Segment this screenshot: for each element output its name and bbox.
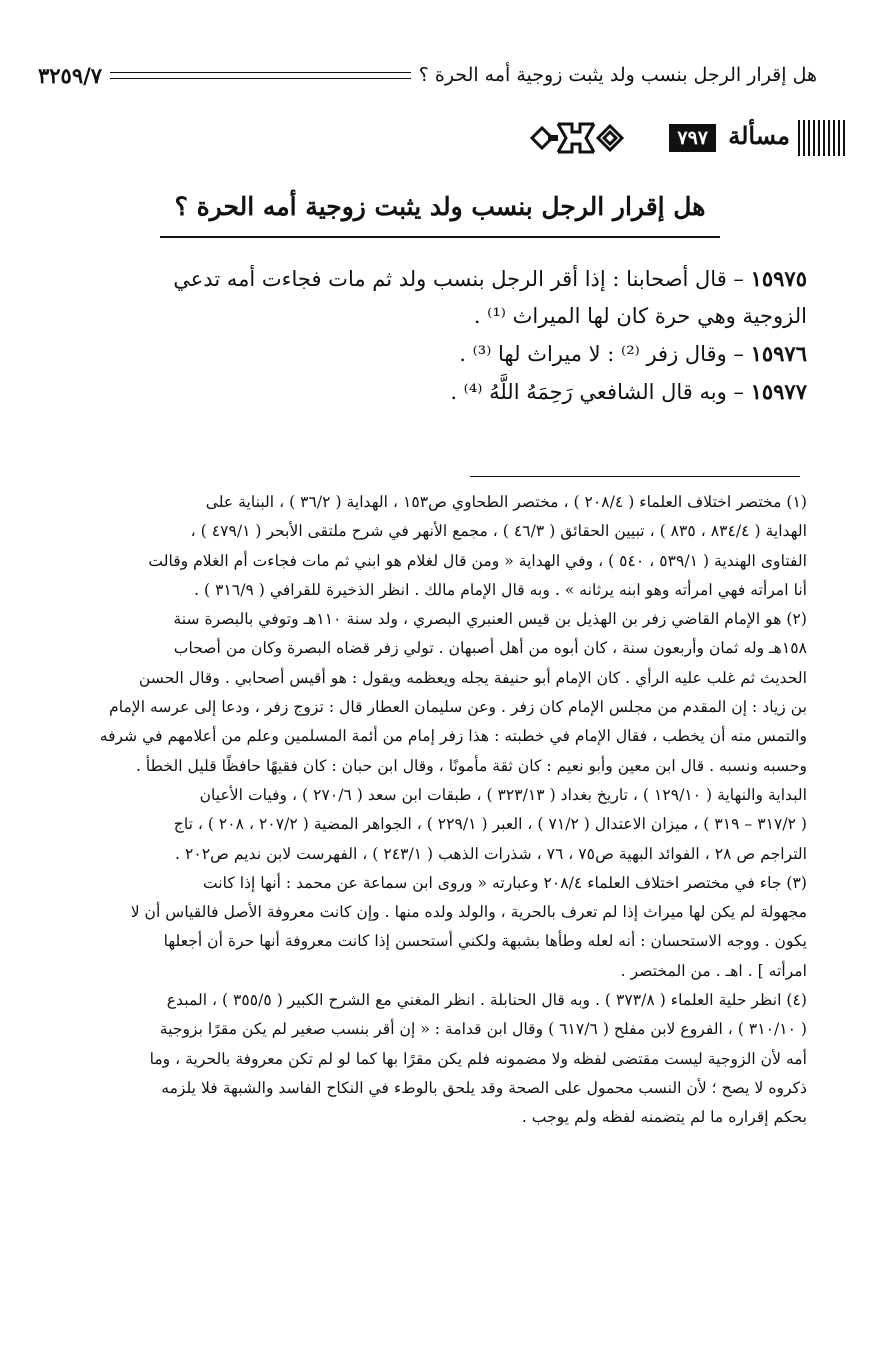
question-title: هل إقرار الرجل بنسب ولد يثبت زوجية أمه الحرة ؟ (174, 192, 706, 221)
interlace-ornament-icon (528, 118, 628, 158)
footnote-separator (470, 476, 800, 477)
footnote-line: ذكروه لا يصح ؛ لأن النسب محمول على الصحة وقد يلحق بالوطء في النكاح الفاسد والشبهة فلا يلزمه (161, 1078, 807, 1097)
footnote-line: البداية والنهاية ( ١٢٩/١٠ ) ، تاريخ بغداد ( ٣٢٣/١٣ ) ، طبقات ابن سعد ( ٢٧٠/٦ ) ، وفيات الأعيان (199, 785, 807, 804)
masala-label: مسألة (728, 121, 790, 150)
paragraph-15975-continued: الزوجية وهي حرة كان لها الميراث ⁽¹⁾ . (473, 304, 807, 328)
footnote-line: مجهولة لم يكن لها ميراث إذا لم تعرف بالحرية ، والولد ولده منها . وإن كانت معروفة الأصل فالقياس أن لا (130, 903, 807, 922)
footnote-line: ( ٣١٠/١٠ ) ، الفروع لابن مفلح ( ٦١٧/٦ ) وقال ابن قدامة : « إن أقر بنسب صغير لم يكن مقرًا بزوجية (159, 1020, 807, 1039)
footnote-line: (٢) هو الإمام القاضي زفر بن الهذيل بن قيس العنبري البصري ، ولد سنة ١١٠هـ وتوفي بالبصرة سنة (173, 610, 807, 629)
paragraph-text: – قال أصحابنا : إذا أقر الرجل بنسب ولد ثم مات فجاءت أمه تدعي (173, 267, 751, 291)
paragraph-15976 (55, 335, 807, 373)
paragraph-15977 (55, 373, 807, 411)
running-header-title: هل إقرار الرجل بنسب ولد يثبت زوجية أمه الحرة ؟ (418, 64, 817, 86)
footnote-line: ١٥٨هـ وله ثمان وأربعون سنة ، كان أبوه من أهل أصبهان . تولي زفر قضاه البصرة وكان من أصحاب (173, 639, 807, 658)
footnote-line: بن زياد : إن المقدم من مجلس الإمام كان زفر . وعن سليمان العطار قال : تزوج زفر ، ودعا إلى عرسه الإمام (109, 698, 807, 717)
title-underline (160, 236, 720, 238)
striped-bars-ornament (798, 120, 846, 156)
footnote-line: (١) مختصر اختلاف العلماء ( ٢٠٨/٤ ) ، مختصر الطحاوي ص١٥٣ ، الهداية ( ٣٦/٢ ) ، البناية على (205, 493, 807, 511)
paragraph-15975 (55, 260, 807, 298)
footnote-line: وحسبه ونسبه . قال ابن معين وأبو نعيم : كان ثقة مأمونًا ، وقال ابن حبان : كان فقيهًا حافظًا قليل الخطأ . (135, 756, 807, 775)
footnote-line: الهداية ( ٨٣٤/٤ ، ٨٣٥ ) ، تبيين الحقائق ( ٤٦/٣ ) ، مجمع الأنهر في شرح ملتقى الأبحر ( ٤٧٩/١ ) ، (190, 522, 807, 541)
paragraph-number: ١٥٩٧٧ (750, 379, 807, 404)
footnote-line: أنا امرأته فهي امرأته وهو ابنه يرثانه » . وبه قال الإمام مالك . انظر الذخيرة للقرافي ( ٣١٦/٩ ) . (194, 580, 807, 599)
running-header (38, 58, 817, 92)
footnote-line: (٤) انظر حلية العلماء ( ٣٧٣/٨ ) . وبه قال الحنابلة . انظر المغني مع الشرح الكبير ( ٣٥٥/٥ ) ، المبدع (166, 991, 807, 1010)
paragraph-number: ١٥٩٧٥ (750, 266, 807, 291)
footnote-line: الحديث ثم غلب عليه الرأي . كان الإمام أبو حنيفة يجله ويعظمه ويقول : هو أقيس أصحابي . وقال الحسن (138, 668, 807, 687)
paragraph-text: – وقال زفر ⁽²⁾ : لا ميراث لها ⁽³⁾ . (459, 342, 751, 366)
paragraph-text: – وبه قال الشافعي رَحِمَهُ اللَّهُ ⁽⁴⁾ . (450, 380, 751, 404)
footnote-line: امرأته ] . اهـ . من المختصر . (620, 961, 807, 980)
footnote-line: بحكم إقراره ما لم يتضمنه لفظه ولم يوجب . (521, 1108, 807, 1127)
footnote-line: أمه لأن الزوجية ليست مقتضى لفظه ولا مضمونه فلم يكن مقرًا بها كما لو لم تكن معروفة بالحرية ، وما (149, 1049, 807, 1068)
main-text (55, 260, 807, 411)
footnote-line: يكون . ووجه الاستحسان : أنه لعله وطأها بشبهة ولكني أستحسن إذا كانت معروفة أنها حرة أن أجعلها (163, 932, 807, 951)
footnote-line: الفتاوى الهندية ( ٥٣٩/١ ، ٥٤٠ ) ، وفي الهداية « ومن قال لغلام هو ابني ثم مات فجاءت أم الغلام وقالت (148, 551, 807, 570)
footnote-line: (٣) جاء في مختصر اختلاف العلماء ٢٠٨/٤ وعبارته « وروى ابن سماعة عن محمد : أنها إذا كانت (202, 873, 807, 892)
footnote-line: ( ٣١٧/٢ – ٣١٩ ) ، ميزان الاعتدال ( ٧١/٢ ) ، العبر ( ٢٢٩/١ ) ، الجواهر المضية ( ٢٠٧/٢ ، ٢٠٨ ) ، تاج (173, 815, 807, 834)
footnote-line: التراجم ص ٢٨ ، الفوائد البهية ص٧٥ ، ٧٦ ، شذرات الذهب ( ٢٤٣/١ ) ، الفهرست لابن نديم ص٢٠٢ . (175, 844, 807, 863)
paragraph-number: ١٥٩٧٦ (750, 341, 807, 366)
footnote-line: والتمس منه أن يخطب ، فقال الإمام في خطبته : هذا زفر إمام من أئمة المسلمين وعلم من أعلامهم في شرفه (99, 727, 807, 746)
running-header-rule (110, 72, 411, 79)
masala-banner (528, 118, 846, 158)
running-header-page-ref: ٣٢٥٩/٧ (38, 62, 103, 88)
footnotes (55, 488, 807, 1133)
masala-number: ٧٩٧ (669, 124, 716, 152)
